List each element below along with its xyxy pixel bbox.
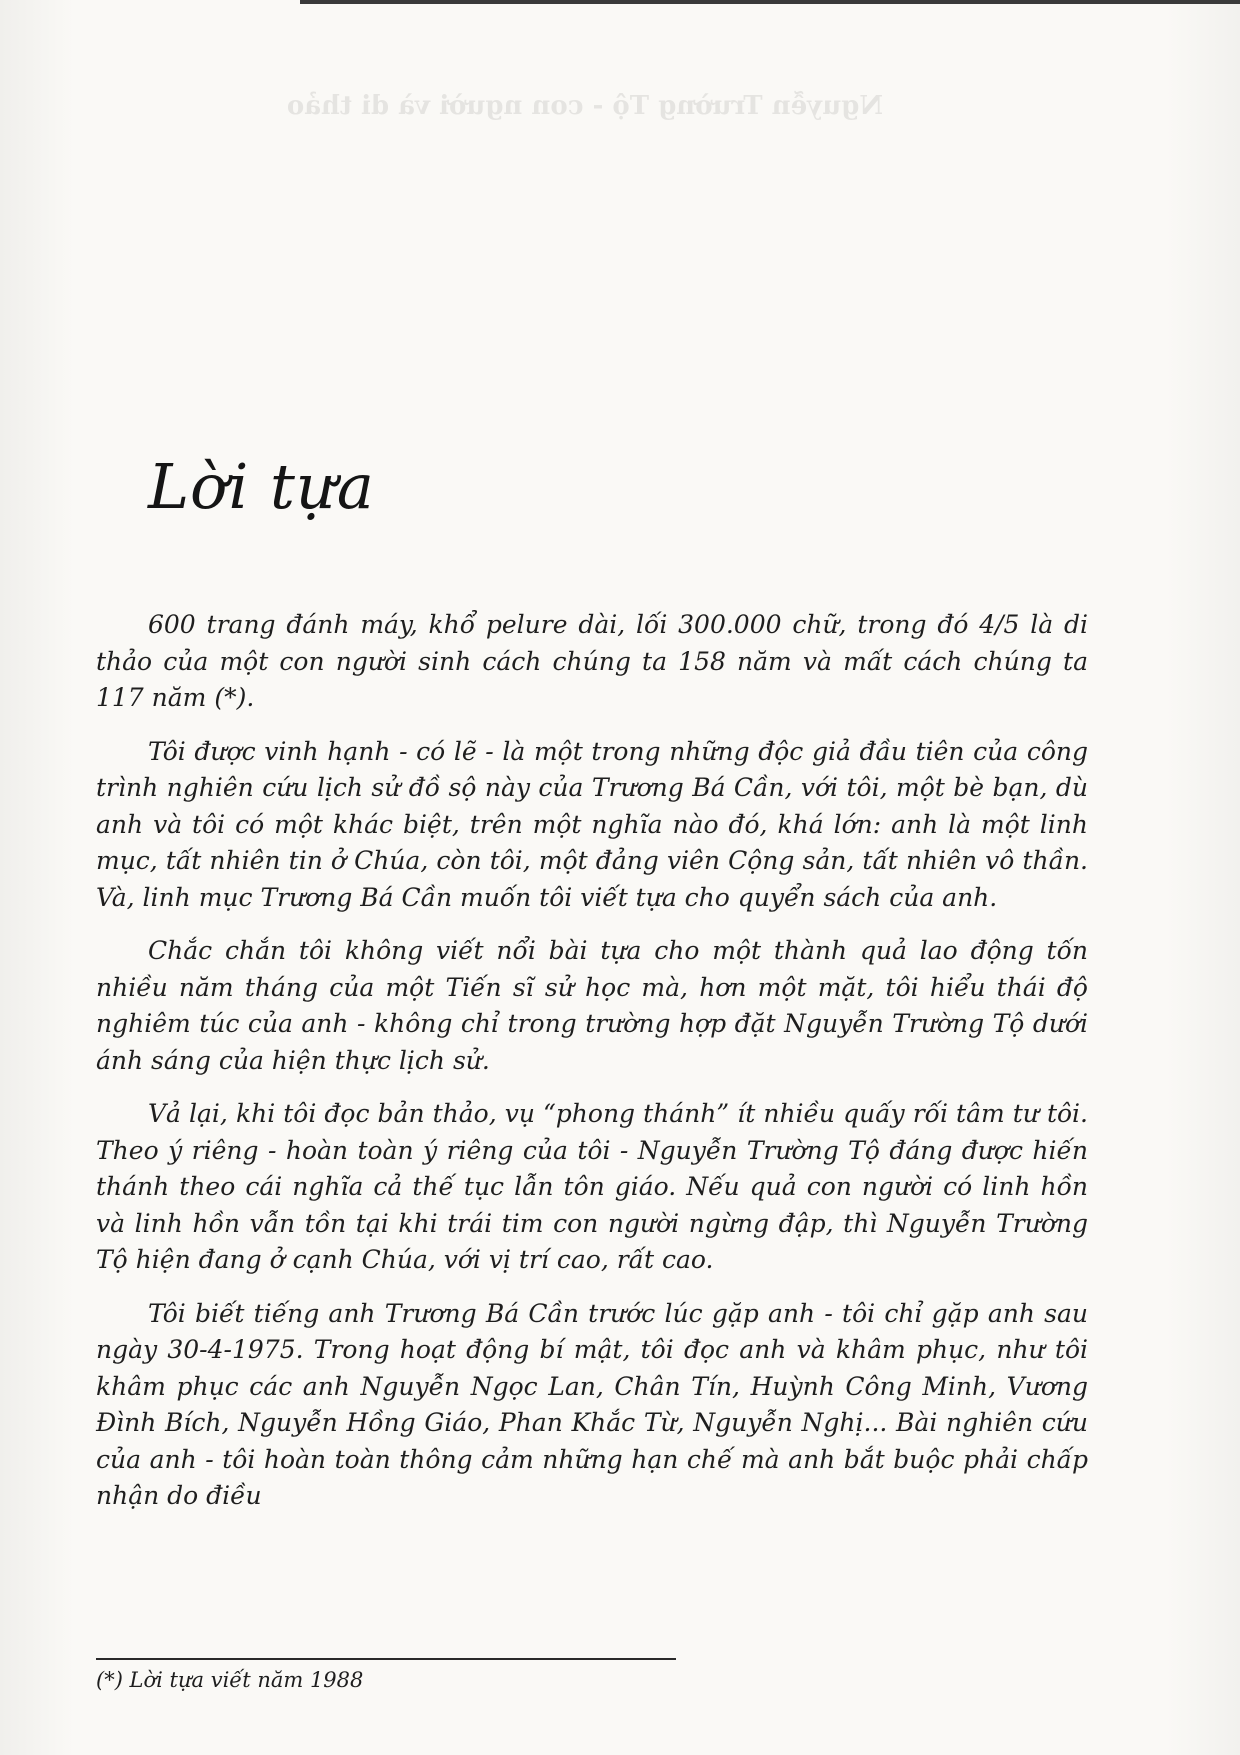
footnote-divider: [96, 1658, 676, 1660]
top-edge-rule: [300, 0, 1240, 4]
paragraph: 600 trang đánh máy, khổ pelure dài, lối 300.000 chữ, trong đó 4/5 là di thảo của một con người sinh cách chúng ta 158 năm và mất cách chúng ta 117 năm (*).: [96, 610, 1088, 712]
paragraph: Chắc chắn tôi không viết nổi bài tựa cho một thành quả lao động tốn nhiều năm tháng của một Tiến sĩ sử học mà, hơn một mặt, tôi hiểu thái độ nghiêm túc của anh - không chỉ trong trường hợp đặt Nguyễn Trường Tộ dưới ánh sáng của hiện thực lịch sử.: [96, 936, 1088, 1075]
body-text: [96, 607, 1088, 1532]
paragraph: Tôi biết tiếng anh Trương Bá Cần trước lúc gặp anh - tôi chỉ gặp anh sau ngày 30-4-1975. Trong hoạt động bí mật, tôi đọc anh và khâm phục, như tôi khâm phục các anh Nguyễn Ngọc Lan, Chân Tín, Huỳnh Công Minh, Vương Đình Bích, Nguyễn Hồng Giáo, Phan Khắc Từ, Nguyễn Nghị... Bài nghiên cứu của anh - tôi hoàn toàn thông cảm những hạn chế mà anh bắt buộc phải chấp nhận do điều: [96, 1298, 1088, 1510]
page-title: Lời tựa: [148, 450, 375, 523]
bleed-through-header: Nguyễn Trường Tộ - con người và di thảo: [286, 91, 884, 121]
paragraph: Vả lại, khi tôi đọc bản thảo, vụ “phong thánh” ít nhiều quấy rối tâm tư tôi. Theo ý riêng - hoàn toàn ý riêng của tôi - Nguyễn Trường Tộ đáng được hiến thánh theo cái nghĩa cả thế tục lẫn tôn giáo. Nếu quả con người có linh hồn và linh hồn vẫn tồn tại khi trái tim con người ngừng đập, thì Nguyễn Trường Tộ hiện đang ở cạnh Chúa, với vị trí cao, rất cao.: [96, 1099, 1088, 1274]
footnote: (*) Lời tựa viết năm 1988: [96, 1668, 364, 1692]
paragraph: Tôi được vinh hạnh - có lẽ - là một trong những độc giả đầu tiên của công trình nghiên cứu lịch sử đồ sộ này của Trương Bá Cần, với tôi, một bè bạn, dù anh và tôi có một khác biệt, trên một nghĩa nào đó, khá lớn: anh là một linh mục, tất nhiên tin ở Chúa, còn tôi, một đảng viên Cộng sản, tất nhiên vô thần. Và, linh mục Trương Bá Cần muốn tôi viết tựa cho quyển sách của anh.: [96, 736, 1088, 912]
